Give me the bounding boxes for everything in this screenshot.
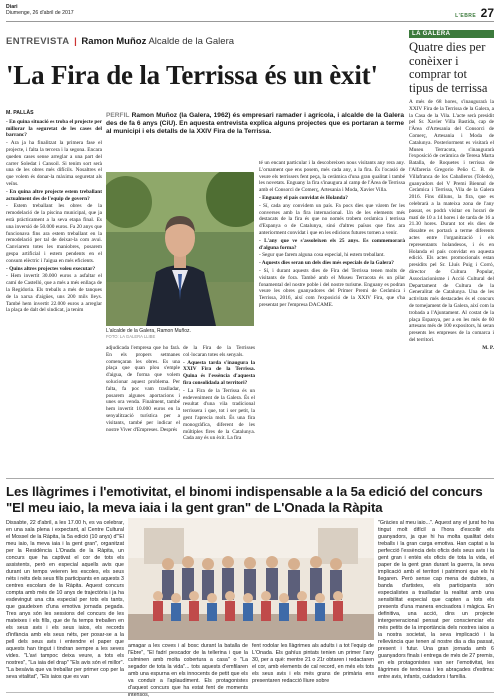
sidebar-article [409,30,494,352]
page-number: 27 [480,6,494,20]
answer: - La Fira de la Terrissa és un esdeveniment de la Galera. És el resultat d'una vila tradicional terrissera i que, tot i ser petit, la gent l'aprecia molt. És una fira monogràfica, diferent de les múltiples fires de la Catalunya. Cada any és un èxit. La fira [183,387,255,442]
kicker-role: Alcalde de la Galera [148,36,235,47]
second-text: Dissabte, 22 d'abril, a les 17.00 h, es va celebrar, en una sala plena i expectant, al Centre Cultural el Mossel de la Ràpita, la 5a edició (10 anys) d'"El meu iaio, la meva iaia i la gent gran", organitzat per la Residència L'Onada de la Ràpita, un concurs que ha captivat el cor de tots els assistents, però en especial aquells avis que durant un temps veieren les escoles, els seus néts i néts dels seus fills participants en aquests 3 centres escolars de la Ràpita. Aquest concurs compta amb més de 10 anys de trajectòria i ja ha esdevingut una cita especial per tots els tants, que gaudeixen d'una emotiva jornada pegada. Tres anys són les sessions del concurs de les mateixes i els fills, que de fa temps treballen en els seus avis i els seus iaios, els records d'infància amb els seus néts, per posar-se a la pell dels seus avis i entendre el paper que aquests han tingut i tindran sempre a les seves vides. "L'avi tampoc deixa veure, a tots els nostres", "La iaia del drap" "Els avis són el millor". "La besàvia que va treballar per primer cop per la seva vitalitat", "Els iaios que es van [6,520,124,680]
question: - Quins altres projectes voleu executar? [6,265,96,272]
article-intro [106,112,404,136]
answer: de la Fira de la Terrisses col·locaran totes els senyals. [183,345,255,358]
article-kicker [6,36,234,47]
article-column-3 [183,345,255,443]
sidebar-body [409,99,494,351]
intro-text: Ramon Muñoz (la Galera, 1962) és empresari ramader i agrícola, i alcalde de la Galera des de fa 6 anys (CiU). En aquesta entrevista explica alguns projectes que es portaran a terme al municipi i els detalls de la XXIV Fira de la Terrissa. [106,112,404,135]
second-column-4 [378,520,494,681]
question: - Enguany el país convidat és Holanda? [259,194,348,201]
section-name: L'EBRE [455,13,477,19]
kicker-label: ENTREVISTA [6,36,70,47]
article-column-4 [259,160,405,310]
question: - En quina situació es troba el projecte per millorar la seguretat de les cases del barranc? [6,118,102,139]
answer: té un encant particular i la descobreixen nous visitants any rera any. L'ornament que ens posem, més cada any, a la fira. És l'ocasió de veure els terrissers fent peça, la ceràmica d'una gran qualitat i també les novetats. Enguany la fira s'inaugura al camp de l'Àrea de Terrissa amb el Consorci de Comerç, Artesania i Moda, Xavier Villa. [259,160,405,194]
publication-info [6,4,74,16]
question: - En quina altre projecte estem treballant actualment des de l'equip de govern? [6,188,102,202]
section-marker [455,6,494,20]
article-headline: 'La Fira de la Terrissa és un èxit' [6,60,378,90]
kicker-separator: | [74,36,77,47]
answer: - Sí, cada any convidem un país. Fa pocs dies que vàrem fer les converses amb la fira internacional. Un de les elements més destacats de la fira és que no només trobem ceràmica i terrissa d'Espanya o de Catalunya, sinó d'altres països que fins ara anteriorment convidat i que en les edicions futures tornen a venir. [259,202,405,236]
answer: - Segur que farem alguna cosa especial, hi estem treballant. [259,252,385,259]
answer: - Sí, i durant aquests dies de Fira del Terrissa tenen molts de visitants de fora. També amb el Museu Terracota és un pilar fonamental del nostre poble i del nostre turisme. Enguany es podran veure les obres guanyadores del Primer Premi de Ceràmica i Terrissa, 2016, així com l'exposició de la XXIV Fira, que s'ha presentat per l'empresa DACAME. [259,267,405,308]
second-column-1 [6,520,124,681]
question: - Aquests dies seran un dels dies més especials de la Galera? [259,260,394,267]
section-divider [6,478,494,479]
article-column-2 [106,345,180,434]
page-bottom-rule [6,692,494,693]
second-headline: Les llàgrimes i l'emotivitat, el binomi indispensable a la 5a edició del concurs "El meu iaio, la meva iaia i la gent gran" de L'Onada la Ràpita [6,484,483,515]
page-header [6,4,494,22]
question: - L'any que ve s'assoleixen els 25 anys. Es commemorarà d'alguna forma? [259,237,405,251]
answer: - Ara ja ha finalitzat la primera fase el projecte, i falta la tercera i la segona. Encara queden cases sense arreglar a una part del carrer Soledat i Cansoil. Si tenim sort serà una de les obres més difícils. Nosaltres el que volem és donar-la màxima seguretat als veïns. [6,140,102,187]
second-text: fent rodolar les llàgrimes als adults i a tot l'equip de L'Onada. Els gahíus pintats tenien un primer l'any 30, per a què: mentre 21 o 21r obtaren i redactaren el cor, amb elements de cal record, en més els tots els seus avis i els més grans de primària ens presentaren redacció lliure sobre [252,643,374,684]
byline: M. PALLÀS [6,110,34,116]
answer: adjudicada l'empresa que ho farà. En els propers setmanes començaran les obres. Es una plaça que quan plou s'emple d'aigua, de forma que volem solucionar aquest problema. Per falta, fa poc vam traslladar, posarem algunes aportacions i unes ora venda. Finalment, també hem invertit 10.000 euros en la senyalització turística per a visitants, també per indicar el nostre Viver d'Empreses. Després [106,345,180,433]
second-column-3 [252,643,374,685]
kicker-name: Ramon Muñoz [81,36,147,47]
caption-credit: FOTO: LA GALERA LLIBE [106,334,156,339]
second-column-2 [128,643,248,699]
photo-caption [106,328,254,340]
article-column-1 [6,110,102,315]
group-photo [128,518,374,640]
sidebar-text: A més de 68 hores, s'inaugurarà la XXIV Fira de la Terrissa de la Galera, a la Casa de la Vila. L'acte serà presidit pel Sr. Xavier Villa Bastida, cap de l'Àrea d'Artesania del Consorci de Comerç, Artesania i Moda de Catalunya. Posteriorment es visitarà el Museu Terracota, s'inaugurarà l'exposició de ceràmica de Teresa Marta Batalla, de Roquetes i terrissa de l'Alfareria Gregorio Peño C. B. de Villafranca de los Caballeros (Toledo), guanyadors del V Premi Biennal de Ceràmica i Terrissa, Vila de la Galera 2016. Fins dilluns, la fira, que es celebrarà a la mateixa zona de l'any passat, es podrà visitar en horari de matí de 10 a 14 hores i de tarda de 16 a 21.30 hores. Durant tot els dies de dissabte es portarà a terme diferents actes entre l'organització i els representants holandesos, i és en Holanda el país convidat en aquesta edició. Els actes promocionals estan presidits pel Sr. Lluís Puig i Corró, director de Cultura Popular, Associacionisme i Acció Cultural del Departament de Cultura de la Generalitat de Catalunya. Una de les activitats més destacades és el concurs de tornejament de la Galera, així com la trobada a l'Ajuntament. Al costat de la plaça Espanya, per a en les més de 60 artesans més de 100 expositors, hi seran presents les empreses de la comarca i del territori. [409,99,494,343]
question: - Aquesta tarda s'inaugura la XXIV Fira de la Terrissa. Quina és l'essència d'aquesta fira consolidada al territori? [183,359,255,386]
second-text: amagar a les coves i al bosc durant la batalla de l'Ebre", "El fadrí pescador de la tellerina i que la culminen amb molta cobertura a casa" o "La segador de tota la vida"... tots aquests d'emfilaren amb una espurna en els innocents de petit que els va conduir a l'aplaudiment. Els protagonistes d'aquest concurs que ha estat fent de moments intensos, [128,643,248,698]
publication-date: Diumenge, 26 d'abril de 2017 [6,10,74,16]
sidebar-signature: M. P. [482,344,494,351]
answer: - Hem invertit 30.000 euros a asfaltar el camí de Castelló, que a més a més enllaça de la Regidoria. Els treballs a més de tanques de la xarxa d'aigües, uns 200 mils lleys. També hem invertit 22.000 euros a arreglar la plaça de dalt del sindicat, ja tenim [6,273,102,314]
publication-name: Diari [6,4,18,10]
answer: - Estem treballant les obres de la remodelació de la piscina municipal, que ja està pràcticament a la seva etapa final. Es una inversió de 50.000 euros. Fa 20 anys que funcionava fins ara estem treballant en la remodelació per tal de deixar-la com avui. Canviarem totes les maniobres, posarem gespa artificial i estem pendents en el consum elèctric i l'aigua en més eficients. [6,203,102,264]
caption-text: L'alcalde de la Galera, Ramon Muñoz. [106,328,191,334]
sidebar-title: Quatre dies per conèixer i comprar tot tipus de terrissa [409,40,488,95]
mayor-photo [106,172,254,326]
sidebar-section: LA GALERA [409,30,494,38]
intro-label: PERFIL [106,112,130,119]
second-text: "Gràcies al meu iaio...". Aquest any el jurat ho ha tingut molt difícil a l'hora d'escollir els guanyadors, ja que hi ha molta qualitat dels treballs i la gran carga emotiva. Han captat a la perfecció l'essència dels oficis dels seus avis i la gent gran i entès els oficis de tota la vida, el paper de la gent gran durant la guerra, la seva implicació amb el territori i patrimoni que els hi llegaren. Però sense cap mena de dubtes, a banda d'artistes, els participants són especialistes a traslladar la realitat amb una sensibilitat especial que capten a tots els presents d'una manera encisadora i màgica. En definitiva, una acció, dins un projecte intergeneracional pensat per conscienciar els més petits de la importància dels nostres iaios a la nostra societat, la seva implicació i la rellevància que tenen al nostre dia a dia passat, present i futur. Una gran jornada amb 6 guanyadors finals i entrega de més de 27 premis, en els protagonistes van ser l'emotivitat, les llàgrimes de tendresa i les abraçades d'estima: entre avis, infants, cuidadors i família. [378,520,495,680]
